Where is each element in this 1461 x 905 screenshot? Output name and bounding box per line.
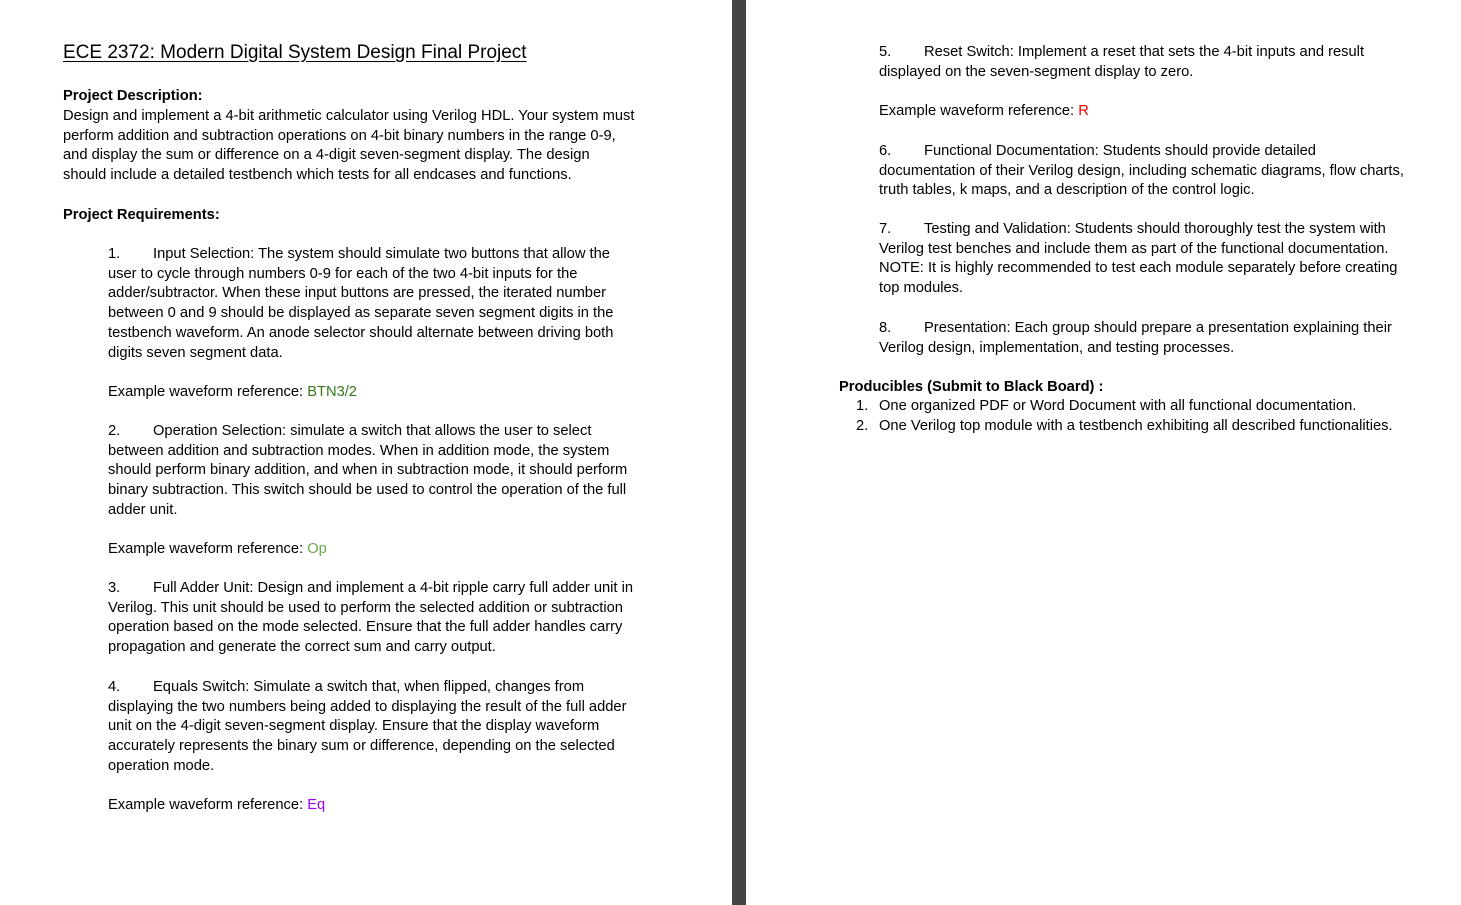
description-heading: Project Description: <box>63 88 203 104</box>
text-line: should perform binary addition, and when in subtraction mode, it should perform <box>108 462 628 479</box>
list-number: 2. <box>856 418 869 434</box>
requirement-4 <box>108 678 626 777</box>
producible-item <box>856 397 1356 417</box>
text-line: Design and implement a 4-bit arithmetic calculator using Verilog HDL. Your system must <box>63 108 635 124</box>
reference-value-op: Op <box>307 541 327 557</box>
requirement-5 <box>879 43 1364 82</box>
producible-text: One organized PDF or Word Document with all functional documentation. <box>879 398 1357 414</box>
text-line: Verilog. This unit should be used to perform the selected addition or subtraction <box>108 599 623 616</box>
text-line: Equals Switch: Simulate a switch that, when flipped, changes from <box>153 679 585 695</box>
reference-value-r: R <box>1078 103 1089 119</box>
description-paragraph <box>63 107 634 186</box>
text-line: Verilog design, implementation, and testing processes. <box>879 339 1235 356</box>
text-line: Full Adder Unit: Design and implement a 4-bit ripple carry full adder unit in <box>153 580 634 596</box>
text-line: Functional Documentation: Students should provide detailed <box>924 143 1316 159</box>
text-line: displayed on the seven-segment display to zero. <box>879 63 1194 80</box>
requirement-number: 7. <box>879 221 892 237</box>
text-line: adder unit. <box>108 501 178 518</box>
text-line: between addition and subtraction modes. When in addition mode, the system <box>108 442 610 459</box>
waveform-reference-1 <box>108 383 357 403</box>
requirement-6 <box>879 142 1404 201</box>
producibles-heading: Producibles (Submit to Black Board) : <box>839 379 1104 395</box>
waveform-reference-4 <box>108 796 325 816</box>
text-line: user to cycle through numbers 0-9 for each of the two 4-bit inputs for the <box>108 265 578 282</box>
requirement-number: 5. <box>879 44 892 60</box>
text-line: and display the sum or difference on a 4-digit seven-segment display. The design <box>63 147 590 164</box>
requirement-number: 4. <box>108 679 121 695</box>
text-line: accurately represents the binary sum or difference, depending on the selected <box>108 738 615 755</box>
waveform-reference-5 <box>879 102 1089 122</box>
text-line: adder/subtractor. When these input buttons are pressed, the iterated number <box>108 285 607 302</box>
requirement-7 <box>879 220 1397 299</box>
text-line: Input Selection: The system should simulate two buttons that allow the <box>153 246 610 262</box>
text-line: Presentation: Each group should prepare a presentation explaining their <box>924 320 1392 336</box>
text-line: Operation Selection: simulate a switch that allows the user to select <box>153 423 592 439</box>
text-line: between 0 and 9 should be displayed as separate seven segment digits in the <box>108 305 614 322</box>
text-line: digits seven segment data. <box>108 344 283 361</box>
requirement-number: 2. <box>108 423 121 439</box>
requirement-number: 1. <box>108 246 121 262</box>
requirement-1 <box>108 245 613 363</box>
requirement-number: 8. <box>879 320 892 336</box>
reference-label: Example waveform reference: <box>108 541 308 557</box>
reference-value-btn: BTN3/2 <box>307 384 357 400</box>
waveform-reference-2 <box>108 540 327 560</box>
text-line: binary subtraction. This switch should be used to control the operation of the full <box>108 482 627 499</box>
text-line: perform addition and subtraction operations on 4-bit binary numbers in the range 0-9, <box>63 127 616 144</box>
requirement-2 <box>108 422 627 521</box>
text-line: unit on the 4-digit seven-segment display. Ensure that the display waveform <box>108 718 600 735</box>
reference-label: Example waveform reference: <box>108 797 308 813</box>
text-line: Reset Switch: Implement a reset that sets the 4-bit inputs and result <box>924 44 1365 60</box>
right-page <box>746 0 1461 905</box>
reference-label: Example waveform reference: <box>108 384 308 400</box>
text-line: propagation and generate the correct sum and carry output. <box>108 639 496 656</box>
producible-item <box>856 417 1393 437</box>
text-line: Testing and Validation: Students should thoroughly test the system with <box>924 221 1386 237</box>
text-line: top modules. <box>879 280 964 297</box>
requirement-number: 3. <box>108 580 121 596</box>
text-line: documentation of their Verilog design, including schematic diagrams, flow charts, <box>879 162 1404 179</box>
text-line: truth tables, k maps, and a description of the control logic. <box>879 182 1255 199</box>
reference-value-eq: Eq <box>307 797 326 813</box>
text-line: operation based on the mode selected. Ensure that the full adder handles carry <box>108 619 623 636</box>
text-line: operation mode. <box>108 757 215 774</box>
list-number: 1. <box>856 398 869 414</box>
text-line: should include a detailed testbench which tests for all endcases and functions. <box>63 167 572 184</box>
text-line: Verilog test benches and include them as part of the functional documentation. <box>879 240 1389 257</box>
requirements-heading: Project Requirements: <box>63 207 220 223</box>
producible-text: One Verilog top module with a testbench exhibiting all described functionalities. <box>879 418 1393 434</box>
text-line: displaying the two numbers being added to displaying the result of the full adder <box>108 698 627 715</box>
requirement-number: 6. <box>879 143 892 159</box>
requirement-8 <box>879 319 1392 358</box>
page-title: ECE 2372: Modern Digital System Design Final Project <box>63 42 527 63</box>
text-line: NOTE: It is highly recommended to test each module separately before creating <box>879 260 1398 277</box>
reference-label: Example waveform reference: <box>879 103 1079 119</box>
page-divider <box>732 0 746 905</box>
requirement-3 <box>108 579 633 658</box>
text-line: testbench waveform. An anode selector should alternate between driving both <box>108 324 614 341</box>
